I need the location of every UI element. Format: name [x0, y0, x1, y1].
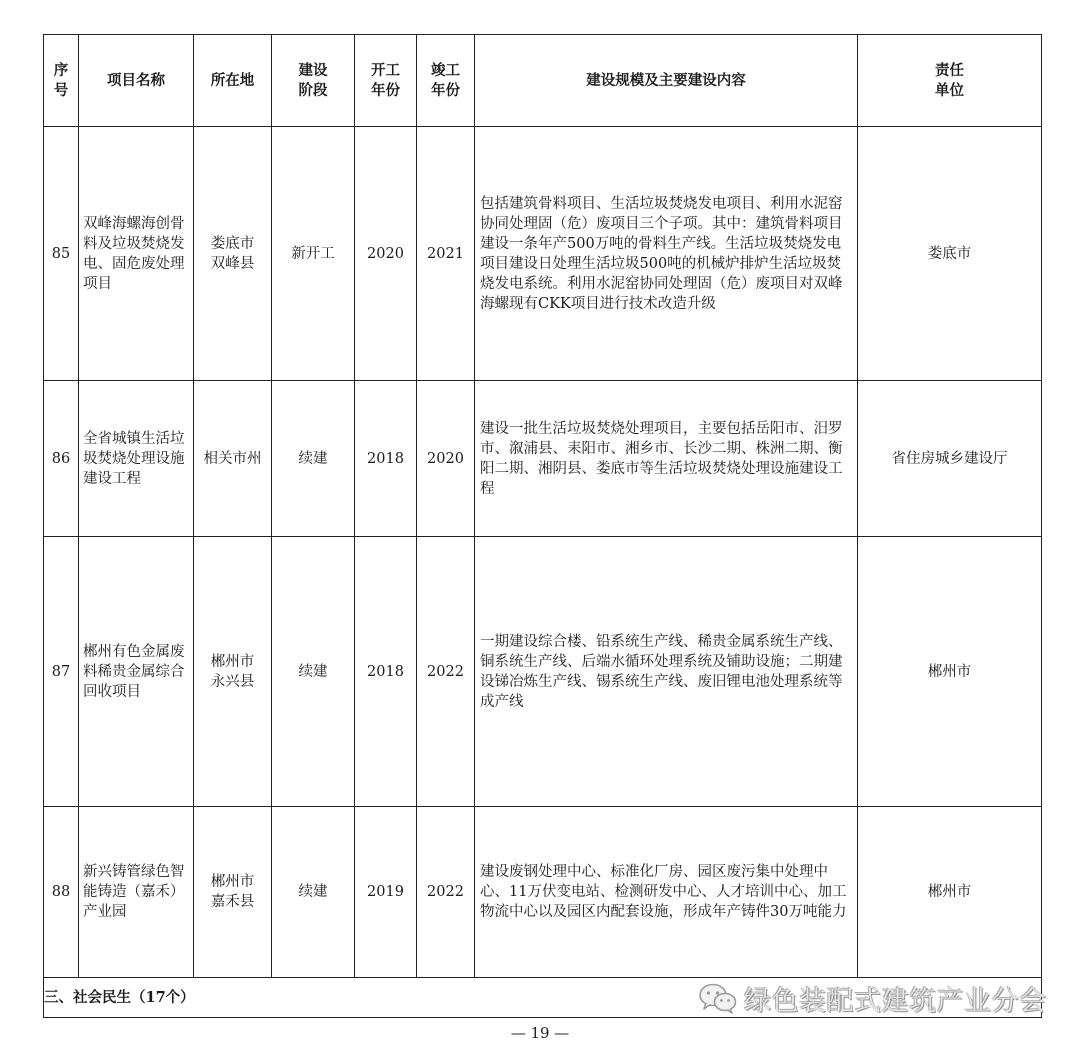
cell-seq: 85 — [44, 127, 79, 381]
cell-location: 相关市州 — [194, 381, 272, 537]
cell-location: 娄底市 双峰县 — [194, 127, 272, 381]
header-name: 项目名称 — [79, 35, 194, 127]
header-location: 所在地 — [194, 35, 272, 127]
cell-content: 一期建设综合楼、铅系统生产线、稀贵金属系统生产线、铜系统生产线、后端水循环处理系统及铺助设施；二期建设锑冶炼生产线、锡系统生产线、废旧锂电池处理系统等成产线 — [475, 537, 858, 807]
cell-name: 新兴铸管绿色智能铸造（嘉禾）产业园 — [79, 807, 194, 978]
cell-end-year: 2021 — [417, 127, 475, 381]
cell-seq: 87 — [44, 537, 79, 807]
cell-location: 郴州市 嘉禾县 — [194, 807, 272, 978]
section-title: 三、社会民生（17个） — [44, 978, 1042, 1018]
cell-unit: 省住房城乡建设厅 — [858, 381, 1042, 537]
cell-unit: 郴州市 — [858, 537, 1042, 807]
header-seq: 序 号 — [44, 35, 79, 127]
cell-end-year: 2022 — [417, 807, 475, 978]
table-row — [44, 381, 1042, 537]
header-stage: 建设 阶段 — [272, 35, 355, 127]
table-header-row — [44, 35, 1042, 127]
cell-name: 双峰海螺海创骨料及垃圾焚烧发电、固危废处理项目 — [79, 127, 194, 381]
project-table — [43, 34, 1042, 1018]
cell-stage: 续建 — [272, 807, 355, 978]
cell-stage: 续建 — [272, 537, 355, 807]
cell-stage: 新开工 — [272, 127, 355, 381]
cell-start-year: 2018 — [355, 537, 417, 807]
cell-start-year: 2020 — [355, 127, 417, 381]
cell-start-year: 2019 — [355, 807, 417, 978]
header-start-year: 开工 年份 — [355, 35, 417, 127]
cell-content: 包括建筑骨料项目、生活垃圾焚烧发电项目、利用水泥窑协同处理固（危）废项目三个子项。其中：建筑骨料项目建设一条年产500万吨的骨料生产线。生活垃圾焚烧发电项目建设日处理生活垃圾500吨的机械炉排炉生活垃圾焚烧发电系统。利用水泥窑协同处理固（危）废项目对双峰海螺现有CKK项目进行技术改造升级 — [475, 127, 858, 381]
cell-seq: 88 — [44, 807, 79, 978]
table-row — [44, 127, 1042, 381]
cell-location: 郴州市 永兴县 — [194, 537, 272, 807]
cell-seq: 86 — [44, 381, 79, 537]
watermark — [698, 981, 1047, 1015]
cell-content: 建设一批生活垃圾焚烧处理项目，主要包括岳阳市、汨罗市、溆浦县、耒阳市、湘乡市、长沙二期、株洲二期、衡阳二期、湘阴县、娄底市等生活垃圾焚烧处理设施建设工程 — [475, 381, 858, 537]
header-unit: 责任 单位 — [858, 35, 1042, 127]
cell-content: 建设废钢处理中心、标准化厂房、园区废污集中处理中心、11万伏变电站、检测研发中心、人才培训中心、加工物流中心以及园区内配套设施，形成年产铸件30万吨能力 — [475, 807, 858, 978]
page-number: — 19 — — [510, 1024, 570, 1042]
header-content: 建设规模及主要建设内容 — [475, 35, 858, 127]
cell-unit: 郴州市 — [858, 807, 1042, 978]
cell-name: 郴州有色金属废料稀贵金属综合回收项目 — [79, 537, 194, 807]
table-row — [44, 537, 1042, 807]
cell-stage: 续建 — [272, 381, 355, 537]
table-row — [44, 807, 1042, 978]
cell-end-year: 2022 — [417, 537, 475, 807]
watermark-text: 绿色装配式建筑产业分会 — [744, 985, 1047, 1017]
cell-unit: 娄底市 — [858, 127, 1042, 381]
cell-start-year: 2018 — [355, 381, 417, 537]
cell-end-year: 2020 — [417, 381, 475, 537]
cell-name: 全省城镇生活垃圾焚烧处理设施建设工程 — [79, 381, 194, 537]
header-end-year: 竣工 年份 — [417, 35, 475, 127]
wechat-icon — [698, 982, 738, 1014]
